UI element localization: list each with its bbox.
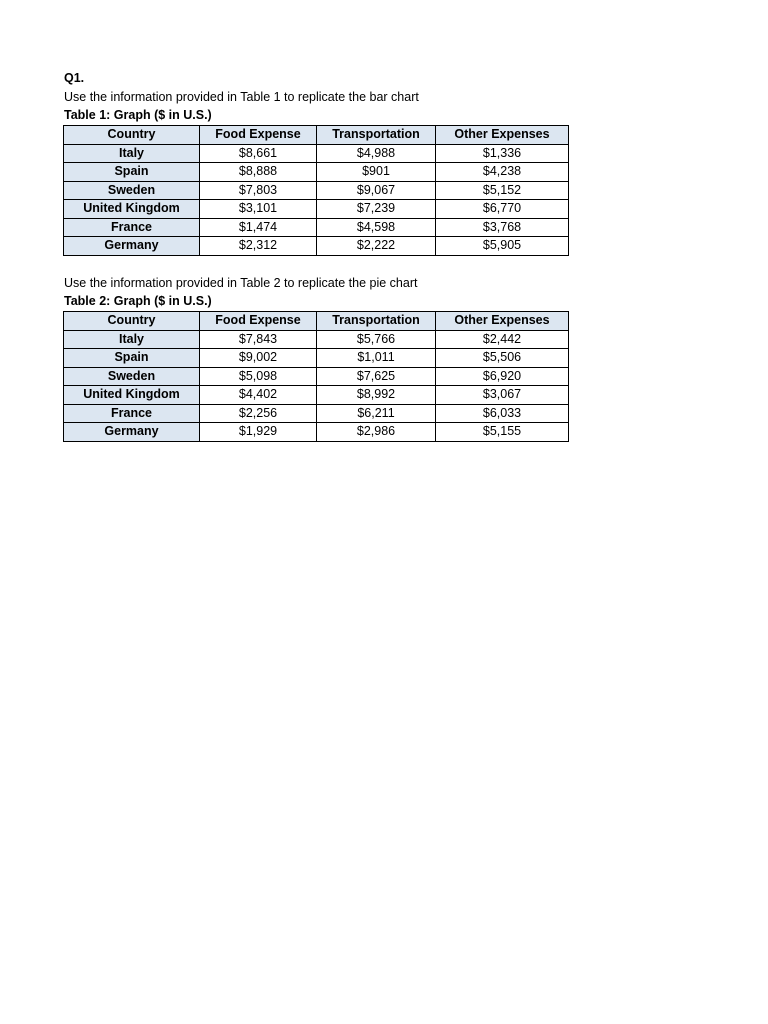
transportation-cell: $9,067 xyxy=(317,181,436,200)
other-expenses-cell: $6,770 xyxy=(436,200,569,219)
other-expenses-cell: $3,067 xyxy=(436,386,569,405)
table-row xyxy=(64,404,569,423)
transportation-cell: $2,986 xyxy=(317,423,436,442)
table-1-instruction: Use the information provided in Table 1 to replicate the bar chart xyxy=(64,90,419,104)
table-row xyxy=(64,144,569,163)
food-expense-cell: $8,661 xyxy=(200,144,317,163)
country-cell: Italy xyxy=(64,330,200,349)
table-row xyxy=(64,330,569,349)
expense-table-2 xyxy=(63,311,569,442)
table-header-row xyxy=(64,126,569,145)
table-row xyxy=(64,237,569,256)
food-expense-cell: $2,312 xyxy=(200,237,317,256)
transportation-cell: $5,766 xyxy=(317,330,436,349)
country-cell: France xyxy=(64,404,200,423)
food-expense-cell: $5,098 xyxy=(200,367,317,386)
table-row xyxy=(64,349,569,368)
column-header-food-expense: Food Expense xyxy=(200,312,317,331)
column-header-other-expenses: Other Expenses xyxy=(436,126,569,145)
column-header-transportation: Transportation xyxy=(317,312,436,331)
country-cell: Germany xyxy=(64,237,200,256)
country-cell: Sweden xyxy=(64,367,200,386)
table-row xyxy=(64,163,569,182)
other-expenses-cell: $5,506 xyxy=(436,349,569,368)
food-expense-cell: $3,101 xyxy=(200,200,317,219)
transportation-cell: $6,211 xyxy=(317,404,436,423)
transportation-cell: $7,625 xyxy=(317,367,436,386)
country-cell: Spain xyxy=(64,349,200,368)
table-row xyxy=(64,386,569,405)
food-expense-cell: $4,402 xyxy=(200,386,317,405)
question-heading: Q1. xyxy=(64,71,85,85)
food-expense-cell: $1,474 xyxy=(200,218,317,237)
column-header-country: Country xyxy=(64,126,200,145)
column-header-other-expenses: Other Expenses xyxy=(436,312,569,331)
other-expenses-cell: $2,442 xyxy=(436,330,569,349)
other-expenses-cell: $3,768 xyxy=(436,218,569,237)
food-expense-cell: $1,929 xyxy=(200,423,317,442)
table-1-caption: Table 1: Graph ($ in U.S.) xyxy=(64,108,212,122)
country-cell: Italy xyxy=(64,144,200,163)
table-row xyxy=(64,218,569,237)
food-expense-cell: $8,888 xyxy=(200,163,317,182)
transportation-cell: $901 xyxy=(317,163,436,182)
table-row xyxy=(64,200,569,219)
table-header-row xyxy=(64,312,569,331)
table-2-caption: Table 2: Graph ($ in U.S.) xyxy=(64,294,212,308)
other-expenses-cell: $5,905 xyxy=(436,237,569,256)
food-expense-cell: $2,256 xyxy=(200,404,317,423)
column-header-food-expense: Food Expense xyxy=(200,126,317,145)
country-cell: Spain xyxy=(64,163,200,182)
table-2-instruction: Use the information provided in Table 2 to replicate the pie chart xyxy=(64,276,418,290)
other-expenses-cell: $4,238 xyxy=(436,163,569,182)
transportation-cell: $4,988 xyxy=(317,144,436,163)
column-header-transportation: Transportation xyxy=(317,126,436,145)
other-expenses-cell: $5,155 xyxy=(436,423,569,442)
table-row xyxy=(64,181,569,200)
country-cell: France xyxy=(64,218,200,237)
country-cell: Germany xyxy=(64,423,200,442)
other-expenses-cell: $6,920 xyxy=(436,367,569,386)
country-cell: Sweden xyxy=(64,181,200,200)
transportation-cell: $8,992 xyxy=(317,386,436,405)
food-expense-cell: $7,803 xyxy=(200,181,317,200)
country-cell: United Kingdom xyxy=(64,200,200,219)
country-cell: United Kingdom xyxy=(64,386,200,405)
other-expenses-cell: $1,336 xyxy=(436,144,569,163)
other-expenses-cell: $5,152 xyxy=(436,181,569,200)
expense-table-1 xyxy=(63,125,569,256)
table-row xyxy=(64,423,569,442)
column-header-country: Country xyxy=(64,312,200,331)
transportation-cell: $1,011 xyxy=(317,349,436,368)
other-expenses-cell: $6,033 xyxy=(436,404,569,423)
food-expense-cell: $7,843 xyxy=(200,330,317,349)
food-expense-cell: $9,002 xyxy=(200,349,317,368)
table-row xyxy=(64,367,569,386)
transportation-cell: $4,598 xyxy=(317,218,436,237)
transportation-cell: $7,239 xyxy=(317,200,436,219)
transportation-cell: $2,222 xyxy=(317,237,436,256)
